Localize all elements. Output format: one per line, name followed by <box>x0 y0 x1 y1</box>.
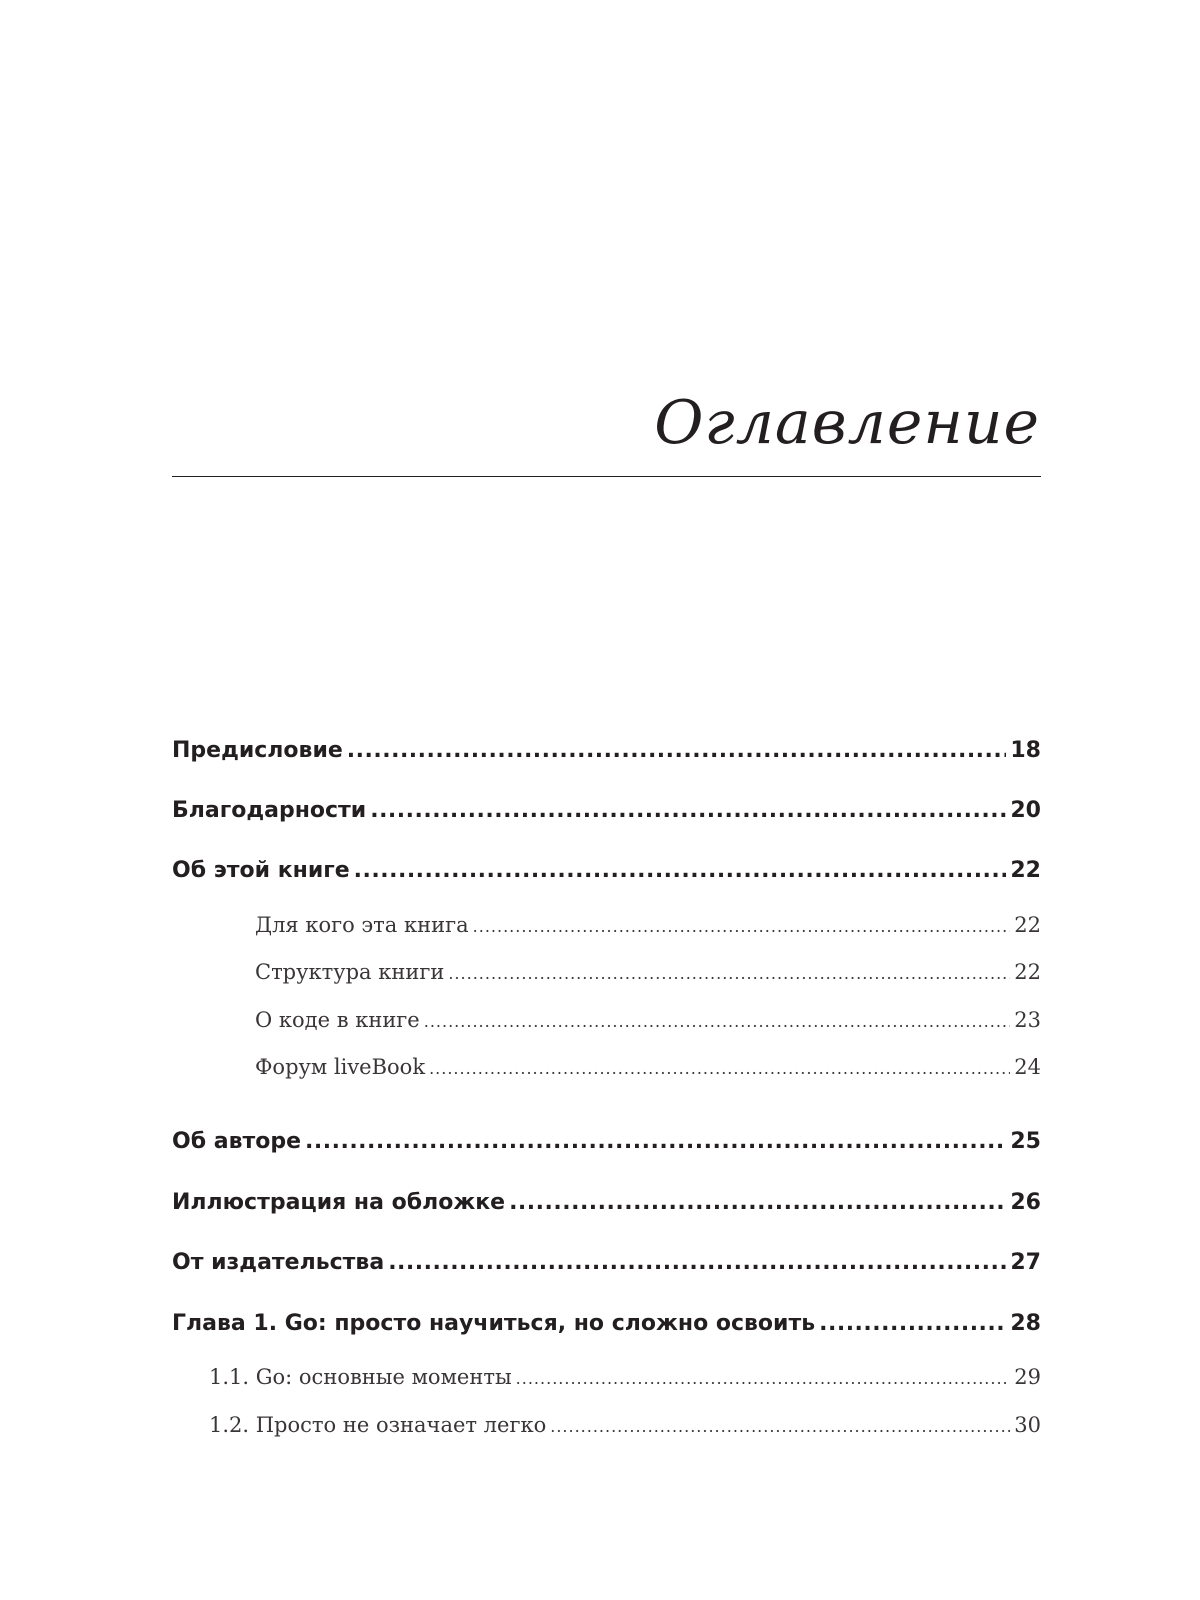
toc-leader-dots <box>388 1250 1006 1275</box>
toc-page-number: 23 <box>1014 1008 1041 1032</box>
toc-page-number: 26 <box>1010 1190 1041 1215</box>
page-title: Оглавление <box>654 388 1040 458</box>
toc-entry-forum[interactable] <box>255 1055 1041 1079</box>
toc-entry-structure[interactable] <box>255 960 1041 984</box>
toc-entry-label: 1.1. Go: основные моменты <box>209 1365 512 1389</box>
toc-entry-label: О коде в книге <box>255 1008 420 1032</box>
toc-entry-about-book[interactable] <box>172 858 1041 883</box>
toc-leader-dots <box>429 1059 1010 1078</box>
toc-leader-dots <box>354 858 1007 883</box>
toc-entry-label: Об авторе <box>172 1129 302 1154</box>
toc-page-number: 20 <box>1010 798 1041 823</box>
toc-leader-dots <box>819 1311 1006 1336</box>
toc-page-number: 27 <box>1010 1250 1041 1275</box>
toc-page-number: 22 <box>1014 913 1041 937</box>
toc-page-number: 29 <box>1014 1365 1041 1389</box>
toc-entry-about-author[interactable] <box>172 1129 1041 1154</box>
toc-entry-cover-illustration[interactable] <box>172 1190 1041 1215</box>
toc-page-number: 24 <box>1014 1055 1041 1079</box>
toc-entry-label: Предисловие <box>172 738 343 763</box>
toc-entry-label: От издательства <box>172 1250 385 1275</box>
toc-entry-preface[interactable] <box>172 738 1041 763</box>
toc-leader-dots <box>347 738 1007 763</box>
toc-leader-dots <box>370 798 1006 823</box>
toc-entry-publisher[interactable] <box>172 1250 1041 1275</box>
title-divider <box>172 476 1041 477</box>
toc-leader-dots <box>473 917 1011 936</box>
toc-entry-label: Для кого эта книга <box>255 913 469 937</box>
toc-entry-label: Глава 1. Go: просто научиться, но сложно освоить <box>172 1311 816 1336</box>
toc-leader-dots <box>448 964 1010 983</box>
toc-entry-label: Иллюстрация на обложке <box>172 1190 506 1215</box>
toc-page-number: 28 <box>1010 1311 1041 1336</box>
toc-leader-dots <box>424 1012 1011 1031</box>
toc-page-number: 25 <box>1010 1129 1041 1154</box>
toc-leader-dots <box>305 1129 1006 1154</box>
toc-page-number: 18 <box>1010 738 1041 763</box>
toc-entry-label: Форум liveBook <box>255 1055 426 1079</box>
toc-entry-code[interactable] <box>255 1008 1041 1032</box>
toc-entry-section-1-2[interactable] <box>209 1413 1041 1437</box>
toc-entry-audience[interactable] <box>255 913 1041 937</box>
toc-page-number: 22 <box>1010 858 1041 883</box>
toc-page-number: 30 <box>1014 1413 1041 1437</box>
toc-leader-dots <box>550 1417 1010 1436</box>
toc-entry-section-1-1[interactable] <box>209 1365 1041 1389</box>
toc-entry-label: Об этой книге <box>172 858 350 883</box>
toc-page-number: 22 <box>1014 960 1041 984</box>
toc-entry-label: Структура книги <box>255 960 445 984</box>
toc-entry-label: Благодарности <box>172 798 367 823</box>
toc-leader-dots <box>509 1190 1006 1215</box>
toc-entry-label: 1.2. Просто не означает легко <box>209 1413 547 1437</box>
toc-entry-acknowledgements[interactable] <box>172 798 1041 823</box>
toc-leader-dots <box>516 1369 1011 1388</box>
toc-entry-chapter-1[interactable] <box>172 1311 1041 1336</box>
